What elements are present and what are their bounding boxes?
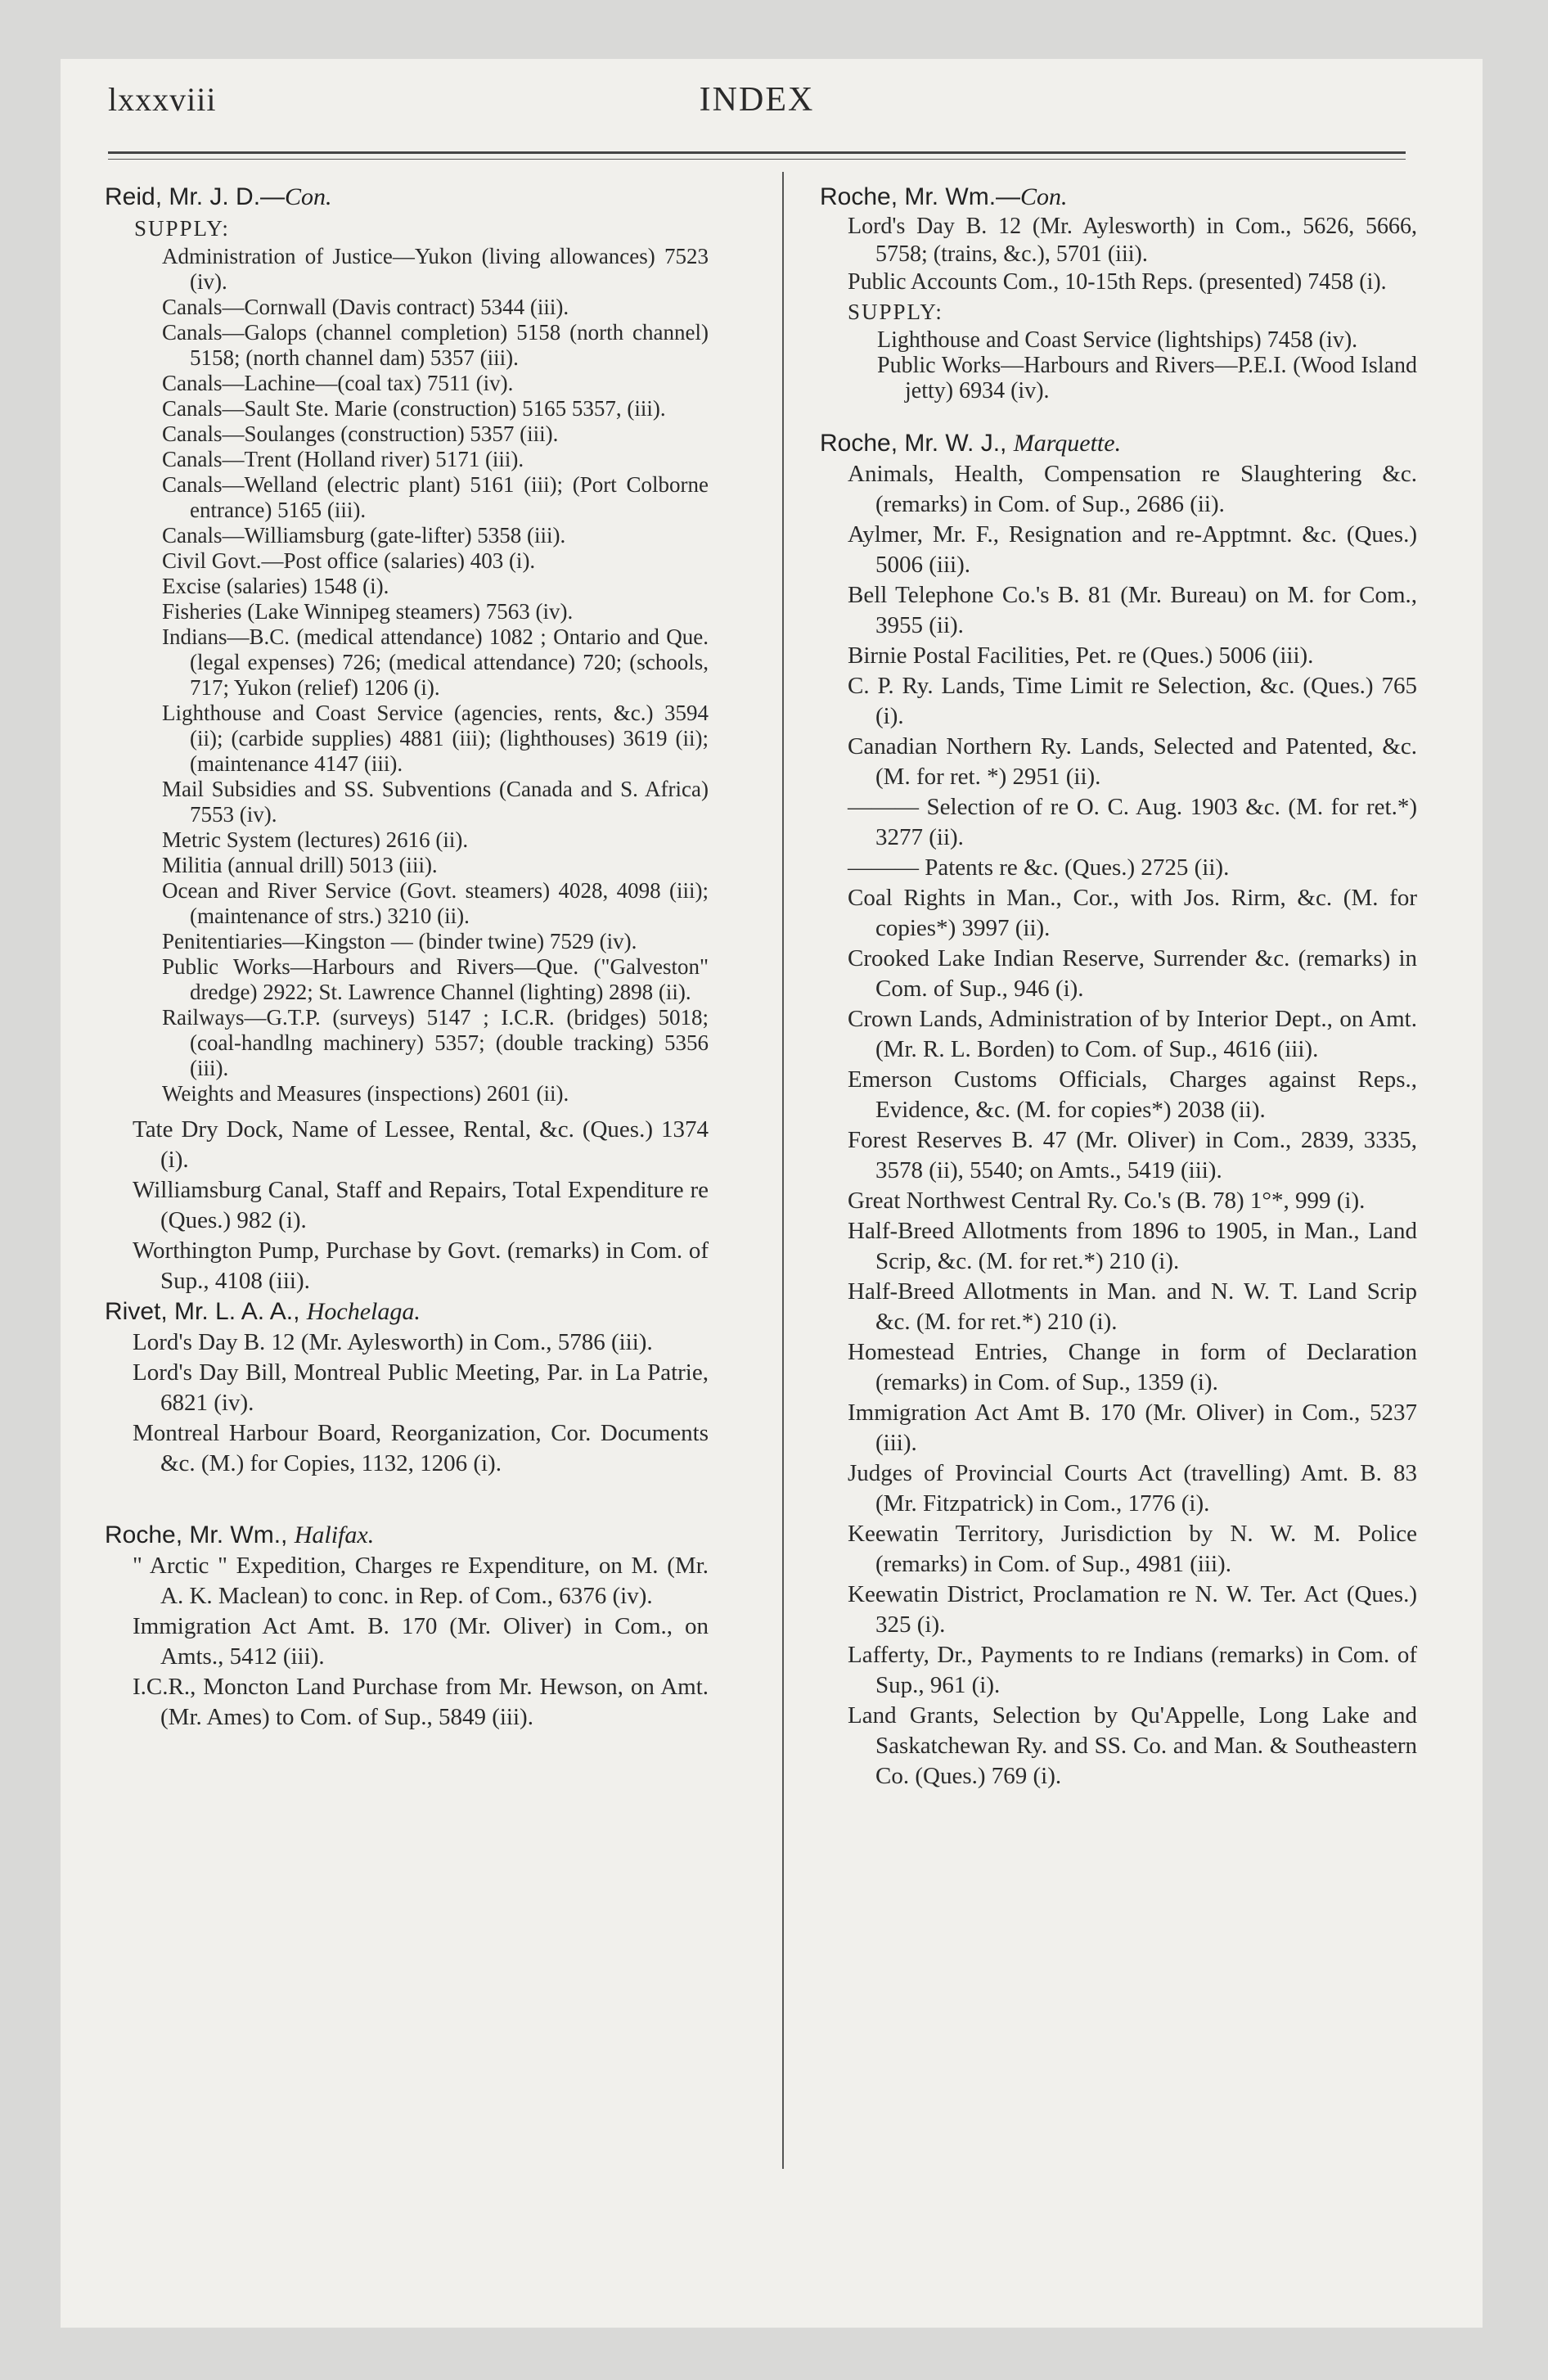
left-column	[105, 182, 709, 1733]
list-item: Animals, Health, Compensation re Slaughtering &c. (remarks) in Com. of Sup., 2686 (ii).	[848, 461, 1417, 517]
list-item: Lighthouse and Coast Service (lightships) 7458 (iv).	[877, 327, 1358, 353]
roche-con-list	[820, 213, 1417, 296]
list-item: Forest Reserves B. 47 (Mr. Oliver) in Com., 2839, 3335, 3578 (ii), 5540; on Amts., 5419 (iii).	[848, 1127, 1417, 1183]
list-item: Ocean and River Service (Govt. steamers) 4028, 4098 (iii); (maintenance of strs.) 3210 (ii).	[162, 878, 709, 928]
list-item: Half-Breed Allotments in Man. and N. W. T. Land Scrip &c. (M. for ret.*) 210 (i).	[848, 1278, 1417, 1335]
list-item: Judges of Provincial Courts Act (travelling) Amt. B. 83 (Mr. Fitzpatrick) in Com., 1776 (i).	[848, 1460, 1417, 1517]
list-item: Public Works—Harbours and Rivers—Que. ("Galveston" dredge) 2922; St. Lawrence Channel (lighting) 2898 (ii).	[162, 954, 709, 1004]
list-item: Civil Govt.—Post office (salaries) 403 (i).	[162, 548, 536, 573]
list-item: Lafferty, Dr., Payments to re Indians (remarks) in Com. of Sup., 961 (i).	[848, 1642, 1417, 1698]
list-item: Immigration Act Amt B. 170 (Mr. Oliver) in Com., 5237 (iii).	[848, 1400, 1417, 1456]
list-item: Railways—G.T.P. (surveys) 5147 ; I.C.R. (bridges) 5018; (coal-handlng machinery) 5357; (double tracking) 5356 (iii).	[162, 1005, 709, 1080]
list-item: Worthington Pump, Purchase by Govt. (remarks) in Com. of Sup., 4108 (iii).	[133, 1237, 709, 1294]
list-item: Crooked Lake Indian Reserve, Surrender &c. (remarks) in Com. of Sup., 946 (i).	[848, 945, 1417, 1002]
entry-heading-reid: Reid, Mr. J. D.—Con.	[105, 183, 332, 210]
supply-label: SUPPLY:	[134, 216, 230, 241]
list-item: ——— Patents re &c. (Ques.) 2725 (ii).	[848, 854, 1230, 881]
list-item: I.C.R., Moncton Land Purchase from Mr. Hewson, on Amt. (Mr. Ames) to Com. of Sup., 5849 (iii).	[133, 1674, 709, 1730]
list-item: Williamsburg Canal, Staff and Repairs, Total Expenditure re (Ques.) 982 (i).	[133, 1177, 709, 1233]
list-item: Canals—Lachine—(coal tax) 7511 (iv).	[162, 371, 514, 395]
list-item: Metric System (lectures) 2616 (ii).	[162, 827, 469, 852]
list-item: Aylmer, Mr. F., Resignation and re-Apptmnt. &c. (Ques.) 5006 (iii).	[848, 521, 1417, 578]
list-item: C. P. Ry. Lands, Time Limit re Selection, &c. (Ques.) 765 (i).	[848, 673, 1417, 729]
page-number: lxxxviii	[108, 81, 217, 118]
list-item: Public Works—Harbours and Rivers—P.E.I. (Wood Island jetty) 6934 (iv).	[877, 353, 1417, 403]
list-item: Lighthouse and Coast Service (agencies, rents, &c.) 3594 (ii); (carbide supplies) 4881 (iii); (lighthouses) 3619 (ii); (maintenance 4147 (iii).	[162, 701, 709, 776]
list-item: Emerson Customs Officials, Charges against Reps., Evidence, &c. (M. for copies*) 2038 (ii).	[848, 1066, 1417, 1123]
entry-heading-roche-wj: Roche, Mr. W. J., Marquette.	[820, 430, 1122, 457]
rivet-list	[105, 1327, 709, 1479]
entry-heading-roche-halifax: Roche, Mr. Wm., Halifax.	[105, 1521, 375, 1548]
list-item: Canals—Galops (channel completion) 5158 (north channel) 5158; (north channel dam) 5357 (iii).	[162, 320, 709, 370]
list-item: Crown Lands, Administration of by Interior Dept., on Amt. (Mr. R. L. Borden) to Com. of Sup., 4616 (iii).	[848, 1006, 1417, 1062]
list-item: Lord's Day B. 12 (Mr. Aylesworth) in Com., 5786 (iii).	[133, 1329, 653, 1355]
list-item: Keewatin District, Proclamation re N. W. Ter. Act (Ques.) 325 (i).	[848, 1581, 1417, 1638]
list-item: Indians—B.C. (medical attendance) 1082 ; Ontario and Que. (legal expenses) 726; (medical attendance) 720; (schools, 717; Yukon (relief) 1206 (i).	[162, 624, 709, 700]
list-item: Excise (salaries) 1548 (i).	[162, 574, 389, 598]
list-item: Canals—Williamsburg (gate-lifter) 5358 (iii).	[162, 523, 566, 548]
list-item: Tate Dry Dock, Name of Lessee, Rental, &c. (Ques.) 1374 (i).	[133, 1116, 709, 1173]
list-item: Canals—Sault Ste. Marie (construction) 5165 5357, (iii).	[162, 396, 666, 421]
list-item: Coal Rights in Man., Cor., with Jos. Rirm, &c. (M. for copies*) 3997 (ii).	[848, 885, 1417, 941]
list-item: Penitentiaries—Kingston — (binder twine) 7529 (iv).	[162, 929, 637, 953]
list-item: Mail Subsidies and SS. Subventions (Canada and S. Africa) 7553 (iv).	[162, 777, 709, 827]
entry-heading-rivet: Rivet, Mr. L. A. A., Hochelaga.	[105, 1298, 421, 1325]
list-item: Canals—Cornwall (Davis contract) 5344 (iii).	[162, 295, 569, 319]
supply-label: SUPPLY:	[848, 300, 943, 324]
reid-other-list	[105, 1115, 709, 1296]
list-item: Immigration Act Amt. B. 170 (Mr. Oliver) in Com., on Amts., 5412 (iii).	[133, 1613, 709, 1670]
list-item: Land Grants, Selection by Qu'Appelle, Long Lake and Saskatchewan Ry. and SS. Co. and Man. & Southeastern Co. (Ques.) 769 (i).	[848, 1702, 1417, 1789]
list-item: Canals—Trent (Holland river) 5171 (iii).	[162, 447, 524, 471]
list-item: ——— Selection of re O. C. Aug. 1903 &c. (M. for ret.*) 3277 (ii).	[848, 794, 1417, 850]
list-item: Lord's Day B. 12 (Mr. Aylesworth) in Com., 5626, 5666, 5758; (trains, &c.), 5701 (iii).	[848, 214, 1417, 267]
list-item: Canals—Soulanges (construction) 5357 (iii).	[162, 421, 559, 446]
list-item: Public Accounts Com., 10-15th Reps. (presented) 7458 (i).	[848, 269, 1387, 295]
list-item: Great Northwest Central Ry. Co.'s (B. 78) 1°*, 999 (i).	[848, 1188, 1366, 1214]
roche-con-supply-list	[820, 327, 1417, 403]
list-item: Birnie Postal Facilities, Pet. re (Ques.) 5006 (iii).	[848, 642, 1314, 669]
roche-halifax-list	[105, 1551, 709, 1733]
page-title: INDEX	[699, 81, 815, 119]
list-item: Canadian Northern Ry. Lands, Selected and Patented, &c. (M. for ret. *) 2951 (ii).	[848, 733, 1417, 790]
page-header	[108, 80, 1406, 129]
roche-wj-list	[820, 459, 1417, 1792]
list-item: Homestead Entries, Change in form of Declaration (remarks) in Com. of Sup., 1359 (i).	[848, 1339, 1417, 1395]
list-item: Fisheries (Lake Winnipeg steamers) 7563 (iv).	[162, 599, 574, 624]
list-item: Weights and Measures (inspections) 2601 (ii).	[162, 1081, 569, 1106]
header-rule	[108, 151, 1406, 154]
list-item: Bell Telephone Co.'s B. 81 (Mr. Bureau) on M. for Com., 3955 (ii).	[848, 582, 1417, 638]
list-item: Canals—Welland (electric plant) 5161 (iii); (Port Colborne entrance) 5165 (iii).	[162, 472, 709, 522]
list-item: Lord's Day Bill, Montreal Public Meeting, Par. in La Patrie, 6821 (iv).	[133, 1359, 709, 1416]
list-item: Montreal Harbour Board, Reorganization, Cor. Documents &c. (M.) for Copies, 1132, 1206 (i).	[133, 1420, 709, 1476]
reid-supply-list	[105, 244, 709, 1107]
right-column	[820, 182, 1417, 1792]
header-rule-thin	[108, 159, 1406, 160]
column-divider	[782, 172, 784, 2169]
list-item: Half-Breed Allotments from 1896 to 1905, in Man., Land Scrip, &c. (M. for ret.*) 210 (i).	[848, 1218, 1417, 1274]
list-item: Militia (annual drill) 5013 (iii).	[162, 853, 438, 877]
list-item: Keewatin Territory, Jurisdiction by N. W. M. Police (remarks) in Com. of Sup., 4981 (iii).	[848, 1521, 1417, 1577]
entry-heading-roche-con: Roche, Mr. Wm.—Con.	[820, 183, 1068, 210]
list-item: " Arctic " Expedition, Charges re Expenditure, on M. (Mr. A. K. Maclean) to conc. in Rep. of Com., 6376 (iv).	[133, 1553, 709, 1609]
list-item: Administration of Justice—Yukon (living allowances) 7523 (iv).	[162, 244, 709, 294]
